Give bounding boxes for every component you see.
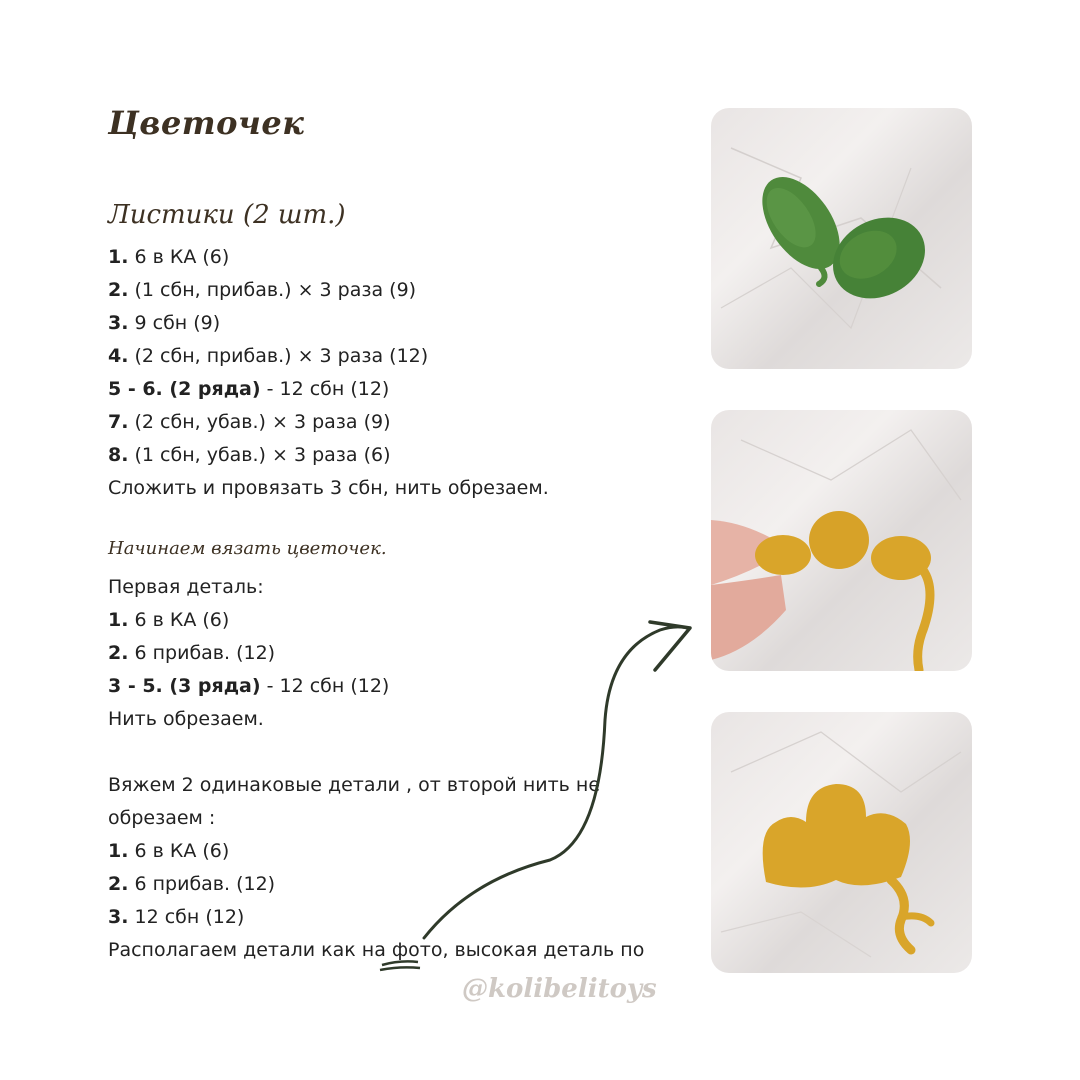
flower-finish: Нить обрезаем. <box>108 708 264 730</box>
flower2-row-1: 1. 6 в КА (6) <box>108 840 230 862</box>
flower-row-2: 2. 6 прибав. (12) <box>108 642 276 664</box>
leaves-row-6: 7. (2 сбн, убав.) × 3 раза (9) <box>108 411 391 433</box>
leaves-row-5: 5 - 6. (2 ряда) - 12 сбн (12) <box>108 378 390 400</box>
flower2-row-2: 2. 6 прибав. (12) <box>108 873 276 895</box>
flower-row-1: 1. 6 в КА (6) <box>108 609 230 631</box>
flower-heading: Начинаем вязать цветочек. <box>108 538 387 559</box>
second-intro-1: Вяжем 2 одинаковые детали , от второй нить не <box>108 774 601 796</box>
leaves-row-7: 8. (1 сбн, убав.) × 3 раза (6) <box>108 444 391 466</box>
second-intro-2: обрезаем : <box>108 807 216 829</box>
leaves-row-4: 4. (2 сбн, прибав.) × 3 раза (12) <box>108 345 429 367</box>
flower2-row-3: 3. 12 сбн (12) <box>108 906 245 928</box>
page-title: Цветочек <box>108 104 305 142</box>
leaves-row-3: 3. 9 сбн (9) <box>108 312 221 334</box>
leaves-finish: Сложить и провязать 3 сбн, нить обрезаем. <box>108 477 549 499</box>
watermark: @kolibelitoys <box>462 974 657 1004</box>
last-line: Располагаем детали как на фото, высокая деталь по <box>108 939 645 961</box>
flower-row-3: 3 - 5. (3 ряда) - 12 сбн (12) <box>108 675 390 697</box>
leaves-row-2: 2. (1 сбн, прибав.) × 3 раза (9) <box>108 279 417 301</box>
first-part-label: Первая деталь: <box>108 576 264 598</box>
leaves-heading: Листики (2 шт.) <box>108 200 346 230</box>
leaves-row-1: 1. 6 в КА (6) <box>108 246 230 268</box>
